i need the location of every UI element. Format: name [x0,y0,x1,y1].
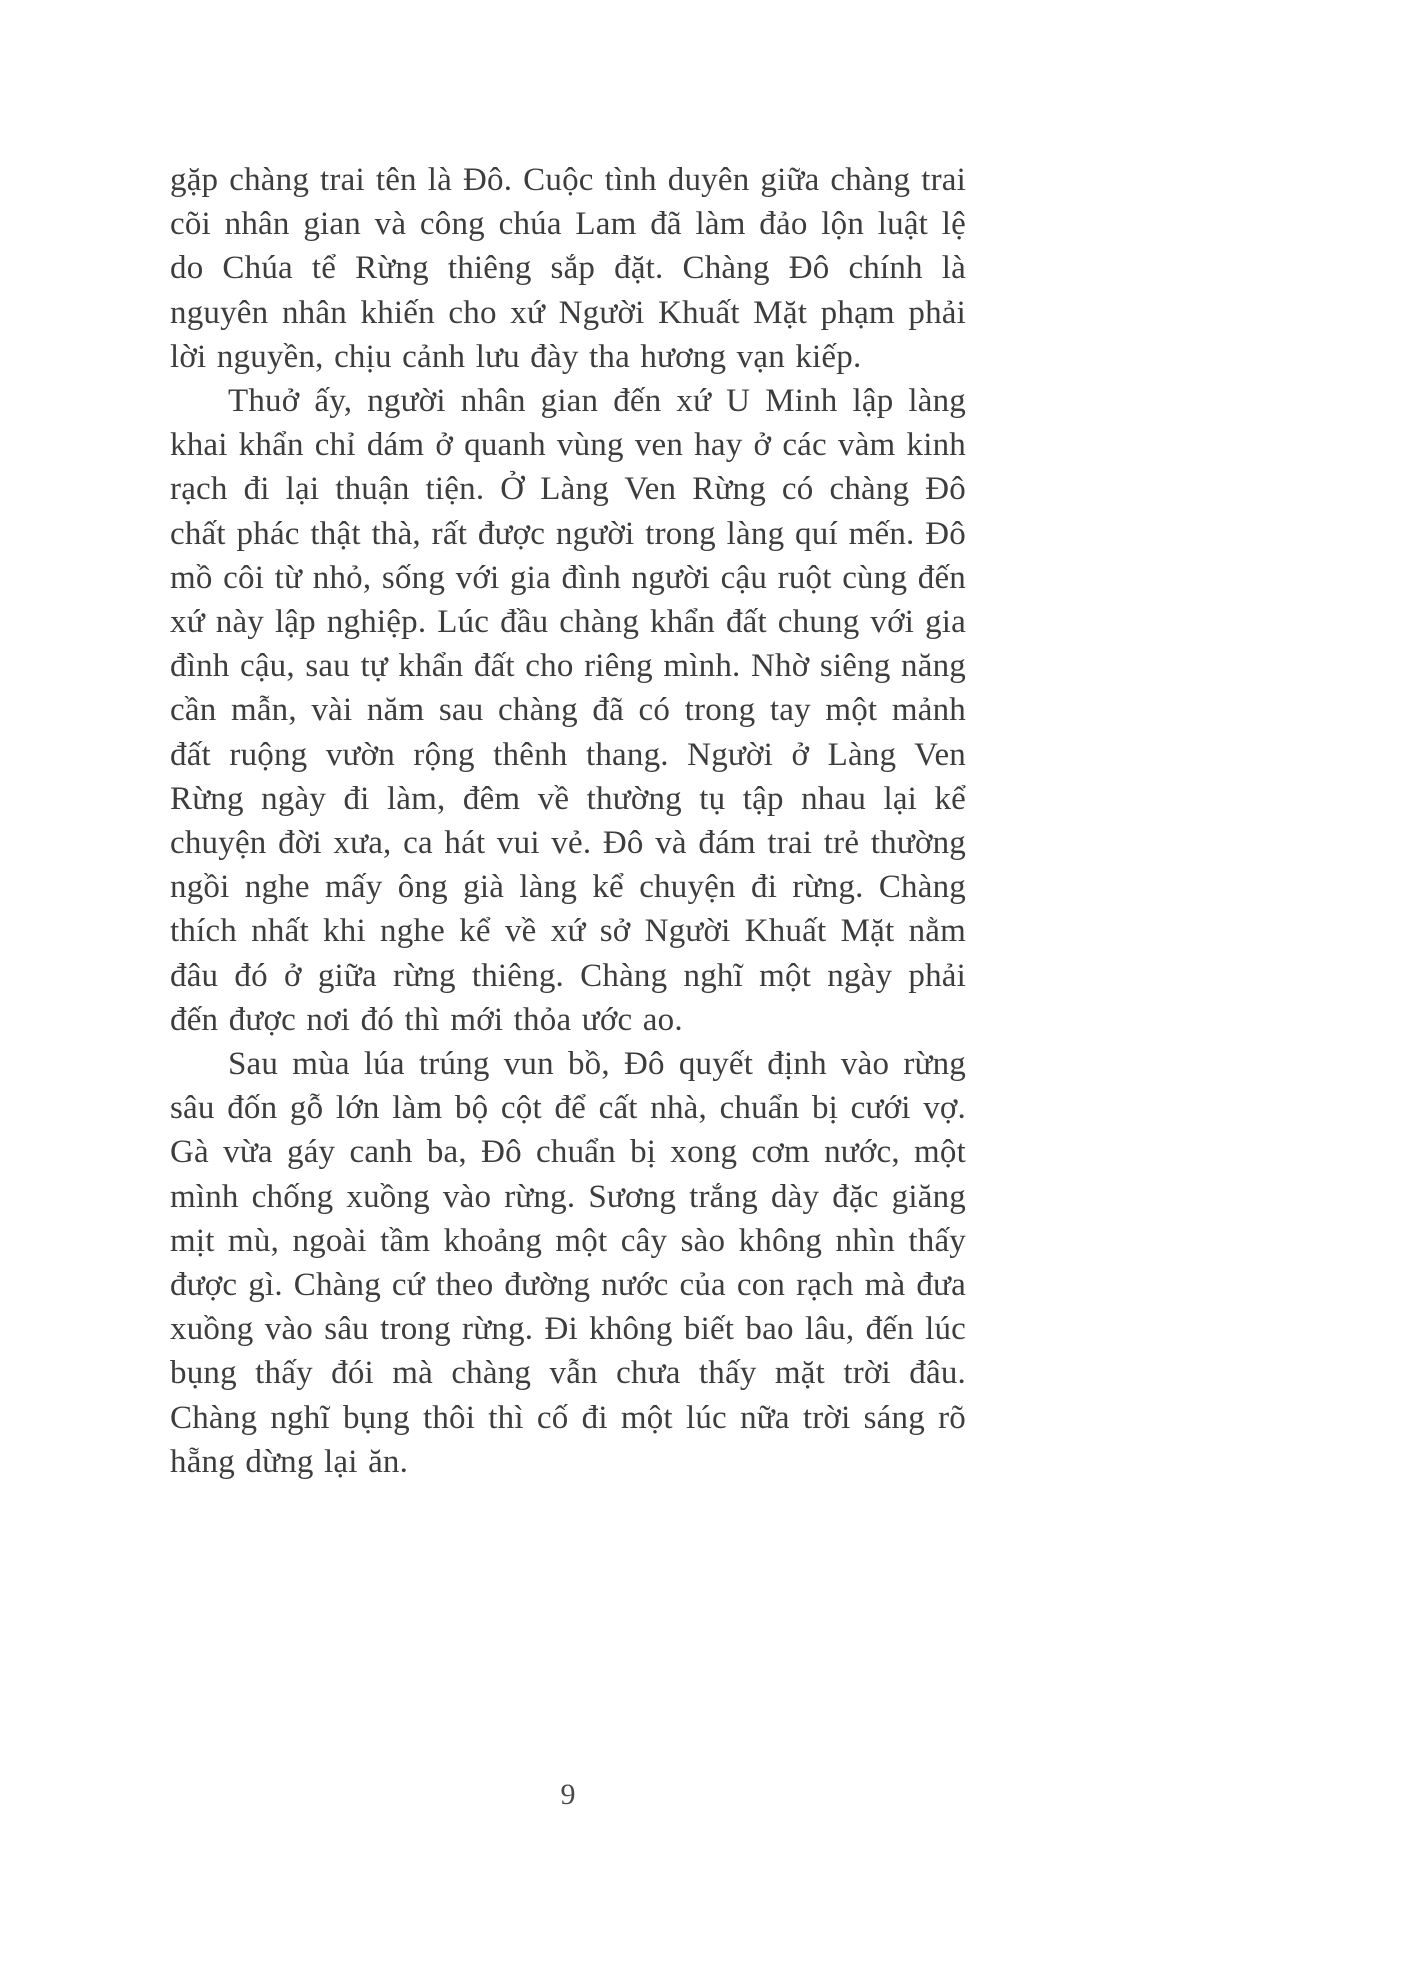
page-number: 9 [560,1778,576,1811]
paragraph: Thuở ấy, người nhân gian đến xứ U Minh lập làng khai khẩn chỉ dám ở quanh vùng ven hay ở các vàm kinh rạch đi lại thuận tiện. Ở Làng Ven Rừng có chàng Đô chất phác thật thà, rất được người trong làng quí mến. Đô mồ côi từ nhỏ, sống với gia đình người cậu ruột cùng đến xứ này lập nghiệp. Lúc đầu chàng khẩn đất chung với gia đình cậu, sau tự khẩn đất cho riêng mình. Nhờ siêng năng cần mẫn, vài năm sau chàng đã có trong tay một mảnh đất ruộng vườn rộng thênh thang. Người ở Làng Ven Rừng ngày đi làm, đêm về thường tụ tập nhau lại kể chuyện đời xưa, ca hát vui vẻ. Đô và đám trai trẻ thường ngồi nghe mấy ông già làng kể chuyện đi rừng. Chàng thích nhất khi nghe kể về xứ sở Người Khuất Mặt nằm đâu đó ở giữa rừng thiêng. Chàng nghĩ một ngày phải đến được nơi đó thì mới thỏa ước ao. [170,383,966,1038]
paragraph: gặp chàng trai tên là Đô. Cuộc tình duyên giữa chàng trai cõi nhân gian và công chúa Lam đã làm đảo lộn luật lệ do Chúa tể Rừng thiêng sắp đặt. Chàng Đô chính là nguyên nhân khiến cho xứ Người Khuất Mặt phạm phải lời nguyền, chịu cảnh lưu đày tha hương vạn kiếp. [170,162,966,375]
page-text [170,158,966,1484]
paragraph: Sau mùa lúa trúng vun bồ, Đô quyết định vào rừng sâu đốn gỗ lớn làm bộ cột để cất nhà, chuẩn bị cưới vợ. Gà vừa gáy canh ba, Đô chuẩn bị xong cơm nước, một mình chống xuồng vào rừng. Sương trắng dày đặc giăng mịt mù, ngoài tầm khoảng một cây sào không nhìn thấy được gì. Chàng cứ theo đường nước của con rạch mà đưa xuồng vào sâu trong rừng. Đi không biết bao lâu, đến lúc bụng thấy đói mà chàng vẫn chưa thấy mặt trời đâu. Chàng nghĩ bụng thôi thì cố đi một lúc nữa trời sáng rõ hẵng dừng lại ăn. [170,1046,966,1480]
